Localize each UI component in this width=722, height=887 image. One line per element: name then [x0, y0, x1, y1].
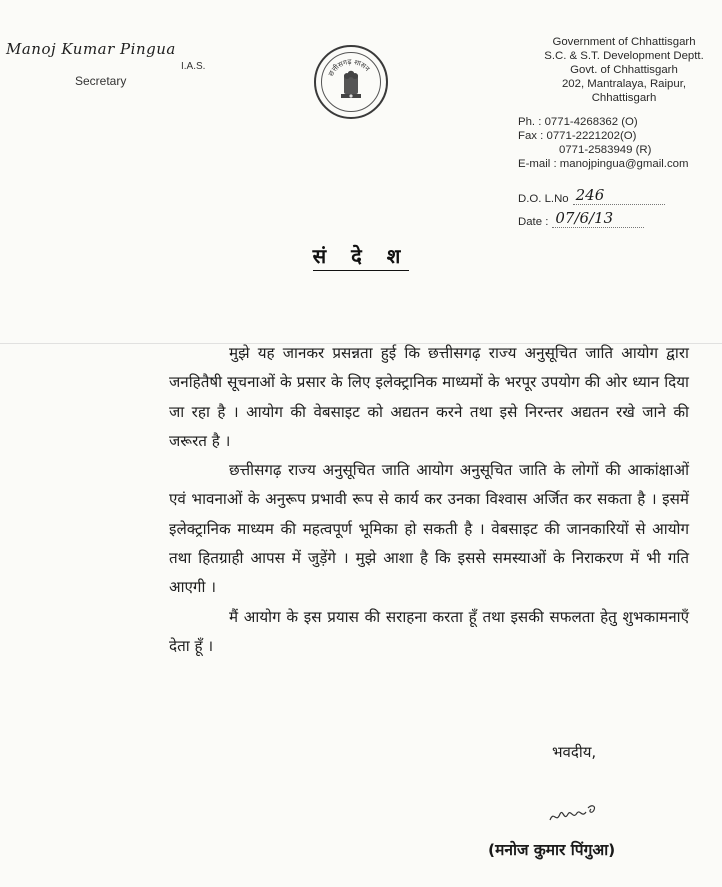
date-value: 07/6/13 [552, 209, 644, 228]
handwritten-signature [548, 800, 608, 830]
letter-heading [0, 242, 722, 271]
address-line: 202, Mantralaya, Raipur, [561, 78, 687, 90]
dol-label: D.O. L.No [518, 193, 569, 205]
contact-block [518, 115, 688, 171]
reference-block [518, 182, 665, 228]
sender-service: I.A.S. [181, 61, 206, 72]
email-address: E-mail : manojpingua@gmail.com [518, 158, 689, 170]
residence-number: 0771-2583949 (R) [559, 144, 652, 156]
address-line: Chhattisgarh [591, 92, 657, 104]
body-paragraph: मुझे यह जानकर प्रसन्नता हुई कि छत्तीसगढ़ राज्य अनुसूचित जाति आयोग द्वारा जनहितैषी सूचनाओं के प्रसार के लिए इलेक्ट्रानिक माध्यमों के भरपूर उपयोग की ओर ध्यान दिया जा रहा है । आयोग की वेबसाइट को अद्यतन करने तथा इसे निरन्तर अद्यतन रखे जाने की जरूरत है । [169, 344, 689, 450]
letter-body [169, 339, 689, 661]
emblem-lions-icon [323, 54, 379, 110]
heading-text: सं दे श [313, 242, 410, 271]
phone-number: Ph. : 0771-4268362 (O) [518, 116, 638, 128]
dol-number: 246 [573, 186, 665, 205]
address-line: Govt. of Chhattisgarh [570, 64, 678, 76]
fax-number: Fax : 0771-2221202(O) [518, 130, 637, 142]
emblem-text: छत्तीसगढ़ शासन [326, 57, 372, 78]
address-line: S.C. & S.T. Development Deptt. [544, 50, 704, 62]
body-paragraph: छत्तीसगढ़ राज्य अनुसूचित जाति आयोग अनुसूचित जाति के लोगों की आकांक्षाओं एवं भावनाओं के अनुरूप प्रभावी रूप से कार्य कर उनका विश्वास अर्जित कर सकता है । इसमें इलेक्ट्रानिक माध्यम की महत्वपूर्ण भूमिका हो सकती है । वेबसाइट की जानकारियों से आयोग तथा हितग्राही आपस में जुड़ेंगे । मुझे आशा है कि इससे समस्याओं के निराकरण में भी गति आएगी । [169, 461, 689, 597]
date-label: Date : [518, 216, 549, 228]
sender-title: Secretary [75, 74, 127, 88]
svg-text:छत्तीसगढ़ शासन [327, 58, 371, 78]
office-address-block [534, 35, 714, 105]
body-paragraph: मैं आयोग के इस प्रयास की सराहना करता हूँ तथा इसकी सफलता हेतु शुभकामनाएँ देता हूँ । [169, 607, 689, 655]
closing-salutation: भवदीय, [552, 743, 597, 761]
address-line: Government of Chhattisgarh [552, 36, 696, 48]
signatory-name: (मनोज कुमार पिंगुआ) [488, 841, 616, 859]
state-emblem-seal-icon [314, 45, 388, 119]
sender-name: Manoj Kumar Pingua [6, 40, 176, 58]
